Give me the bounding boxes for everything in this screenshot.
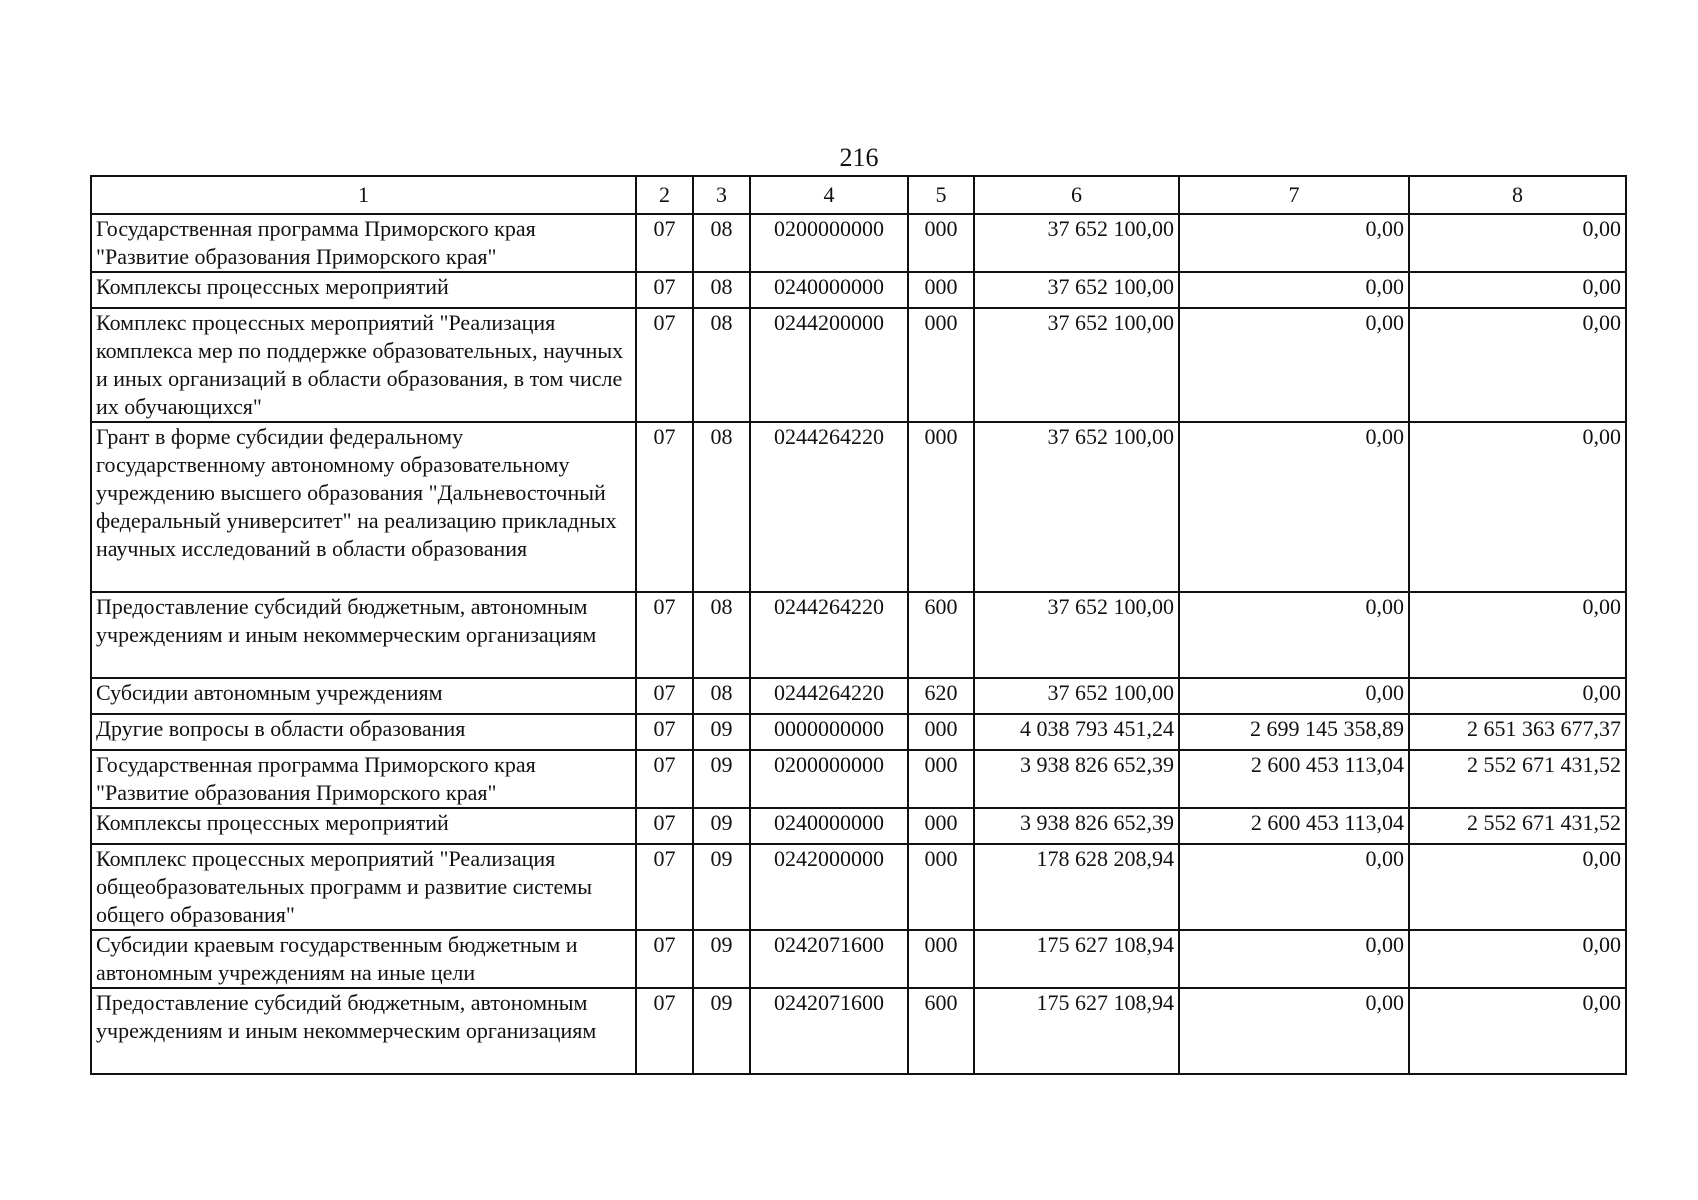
table-row — [91, 592, 1626, 678]
row-name: Комплекс процессных мероприятий "Реализация общеобразовательных программ и развитие системы общего образования" — [91, 844, 636, 930]
expense-type-code: 000 — [908, 422, 974, 592]
target-article-code: 0244264220 — [750, 678, 908, 714]
amount-col7: 0,00 — [1179, 988, 1409, 1074]
amount-col6: 3 938 826 652,39 — [974, 808, 1179, 844]
section-code: 07 — [636, 214, 693, 272]
expense-type-code: 600 — [908, 988, 974, 1074]
table-row — [91, 844, 1626, 930]
amount-col6: 178 628 208,94 — [974, 844, 1179, 930]
table-row — [91, 308, 1626, 422]
amount-col6: 3 938 826 652,39 — [974, 750, 1179, 808]
subsection-code: 09 — [693, 714, 750, 750]
amount-col6: 37 652 100,00 — [974, 214, 1179, 272]
row-name: Другие вопросы в области образования — [91, 714, 636, 750]
amount-col8: 2 552 671 431,52 — [1409, 808, 1626, 844]
column-header: 1 — [91, 176, 636, 214]
target-article-code: 0240000000 — [750, 272, 908, 308]
table-row — [91, 714, 1626, 750]
row-name: Субсидии автономным учреждениям — [91, 678, 636, 714]
amount-col8: 2 651 363 677,37 — [1409, 714, 1626, 750]
column-header: 6 — [974, 176, 1179, 214]
amount-col7: 0,00 — [1179, 308, 1409, 422]
amount-col8: 0,00 — [1409, 308, 1626, 422]
row-name: Грант в форме субсидии федеральному государственному автономному образовательному учреждению высшего образования "Дальневосточный федеральный университет" на реализацию прикладных научных исследований в области образования — [91, 422, 636, 592]
section-code: 07 — [636, 844, 693, 930]
row-name: Комплекс процессных мероприятий "Реализация комплекса мер по поддержке образовательных, научных и иных организаций в области образования, в том числе их обучающихся" — [91, 308, 636, 422]
amount-col6: 4 038 793 451,24 — [974, 714, 1179, 750]
table-row — [91, 808, 1626, 844]
amount-col7: 2 699 145 358,89 — [1179, 714, 1409, 750]
subsection-code: 08 — [693, 308, 750, 422]
subsection-code: 09 — [693, 844, 750, 930]
target-article-code: 0244264220 — [750, 422, 908, 592]
amount-col7: 0,00 — [1179, 844, 1409, 930]
expense-type-code: 620 — [908, 678, 974, 714]
expense-type-code: 000 — [908, 844, 974, 930]
section-code: 07 — [636, 308, 693, 422]
section-code: 07 — [636, 988, 693, 1074]
amount-col6: 37 652 100,00 — [974, 422, 1179, 592]
target-article-code: 0244264220 — [750, 592, 908, 678]
target-article-code: 0200000000 — [750, 214, 908, 272]
column-header: 2 — [636, 176, 693, 214]
amount-col7: 0,00 — [1179, 214, 1409, 272]
subsection-code: 09 — [693, 808, 750, 844]
amount-col7: 0,00 — [1179, 678, 1409, 714]
section-code: 07 — [636, 678, 693, 714]
amount-col7: 0,00 — [1179, 930, 1409, 988]
expense-type-code: 000 — [908, 214, 974, 272]
table-row — [91, 272, 1626, 308]
row-name: Субсидии краевым государственным бюджетным и автономным учреждениям на иные цели — [91, 930, 636, 988]
row-name: Государственная программа Приморского края "Развитие образования Приморского края" — [91, 750, 636, 808]
section-code: 07 — [636, 592, 693, 678]
expense-type-code: 000 — [908, 714, 974, 750]
amount-col8: 0,00 — [1409, 592, 1626, 678]
table-row — [91, 214, 1626, 272]
row-name: Комплексы процессных мероприятий — [91, 808, 636, 844]
table-row — [91, 678, 1626, 714]
section-code: 07 — [636, 272, 693, 308]
amount-col6: 175 627 108,94 — [974, 988, 1179, 1074]
amount-col8: 0,00 — [1409, 214, 1626, 272]
target-article-code: 0242071600 — [750, 930, 908, 988]
expense-type-code: 000 — [908, 930, 974, 988]
table-row — [91, 988, 1626, 1074]
amount-col6: 37 652 100,00 — [974, 592, 1179, 678]
table-row — [91, 750, 1626, 808]
amount-col8: 0,00 — [1409, 988, 1626, 1074]
amount-col6: 37 652 100,00 — [974, 308, 1179, 422]
expense-type-code: 000 — [908, 308, 974, 422]
row-name: Предоставление субсидий бюджетным, автономным учреждениям и иным некоммерческим организациям — [91, 592, 636, 678]
section-code: 07 — [636, 808, 693, 844]
table-row — [91, 930, 1626, 988]
amount-col8: 0,00 — [1409, 422, 1626, 592]
amount-col6: 175 627 108,94 — [974, 930, 1179, 988]
target-article-code: 0240000000 — [750, 808, 908, 844]
amount-col7: 0,00 — [1179, 592, 1409, 678]
subsection-code: 09 — [693, 988, 750, 1074]
target-article-code: 0000000000 — [750, 714, 908, 750]
column-header: 3 — [693, 176, 750, 214]
section-code: 07 — [636, 714, 693, 750]
section-code: 07 — [636, 422, 693, 592]
amount-col6: 37 652 100,00 — [974, 272, 1179, 308]
target-article-code: 0244200000 — [750, 308, 908, 422]
subsection-code: 09 — [693, 750, 750, 808]
amount-col7: 2 600 453 113,04 — [1179, 808, 1409, 844]
section-code: 07 — [636, 750, 693, 808]
amount-col7: 2 600 453 113,04 — [1179, 750, 1409, 808]
amount-col8: 0,00 — [1409, 844, 1626, 930]
amount-col8: 2 552 671 431,52 — [1409, 750, 1626, 808]
subsection-code: 08 — [693, 592, 750, 678]
expense-type-code: 000 — [908, 272, 974, 308]
subsection-code: 08 — [693, 678, 750, 714]
row-name: Предоставление субсидий бюджетным, автономным учреждениям и иным некоммерческим организациям — [91, 988, 636, 1074]
subsection-code: 08 — [693, 272, 750, 308]
column-header: 5 — [908, 176, 974, 214]
amount-col7: 0,00 — [1179, 272, 1409, 308]
expense-type-code: 000 — [908, 808, 974, 844]
subsection-code: 08 — [693, 422, 750, 592]
column-header: 7 — [1179, 176, 1409, 214]
column-header: 4 — [750, 176, 908, 214]
target-article-code: 0242071600 — [750, 988, 908, 1074]
subsection-code: 08 — [693, 214, 750, 272]
row-name: Государственная программа Приморского края "Развитие образования Приморского края" — [91, 214, 636, 272]
amount-col8: 0,00 — [1409, 272, 1626, 308]
amount-col7: 0,00 — [1179, 422, 1409, 592]
page-number: 216 — [839, 143, 879, 172]
amount-col6: 37 652 100,00 — [974, 678, 1179, 714]
target-article-code: 0242000000 — [750, 844, 908, 930]
expense-type-code: 000 — [908, 750, 974, 808]
section-code: 07 — [636, 930, 693, 988]
amount-col8: 0,00 — [1409, 930, 1626, 988]
target-article-code: 0200000000 — [750, 750, 908, 808]
budget-table — [90, 175, 1627, 1075]
table-row — [91, 422, 1626, 592]
row-name: Комплексы процессных мероприятий — [91, 272, 636, 308]
subsection-code: 09 — [693, 930, 750, 988]
column-header: 8 — [1409, 176, 1626, 214]
amount-col8: 0,00 — [1409, 678, 1626, 714]
expense-type-code: 600 — [908, 592, 974, 678]
table-header-row — [91, 176, 1626, 214]
